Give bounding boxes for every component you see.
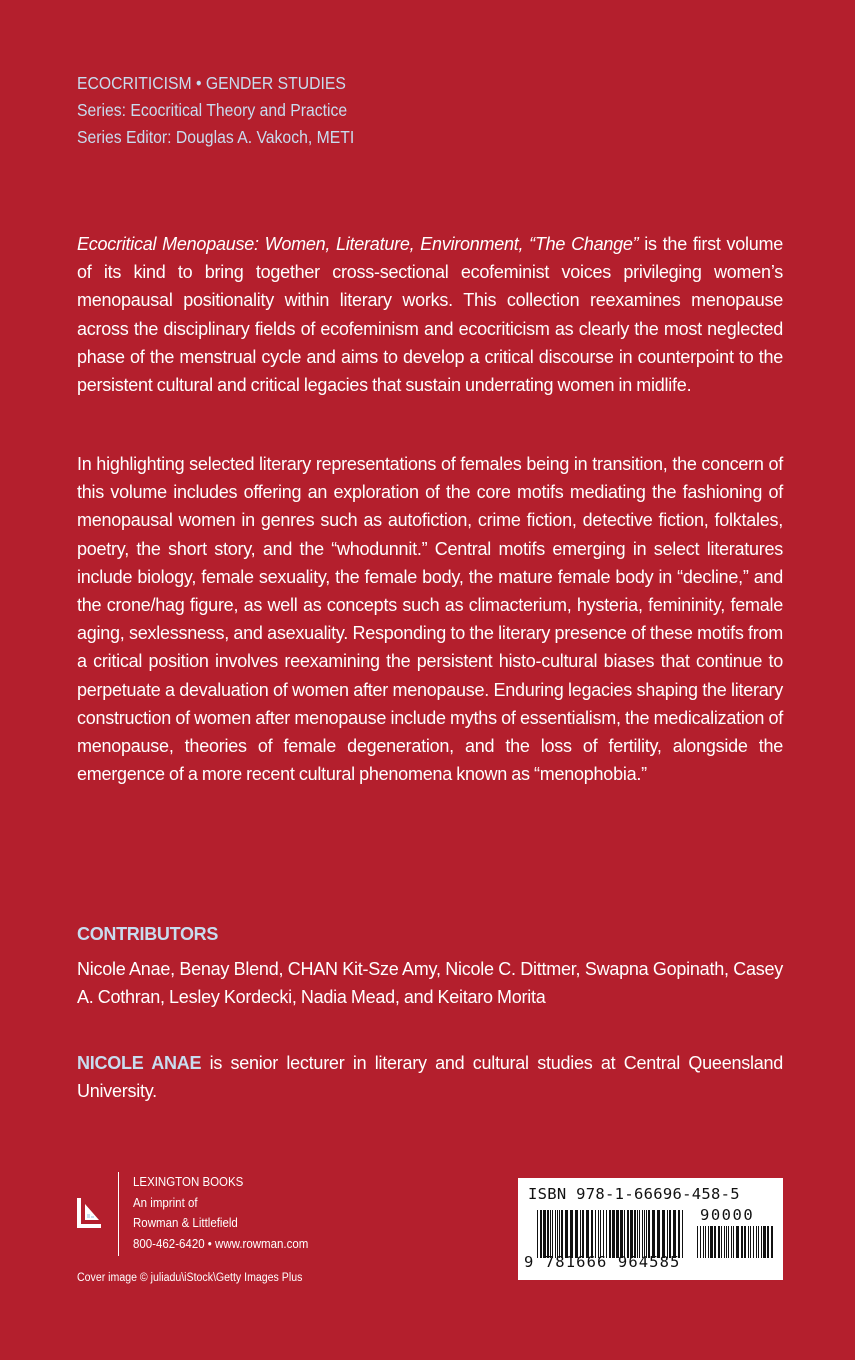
price-barcode [697,1226,775,1258]
series-editor: Series Editor: Douglas A. Vakoch, METI [77,127,355,147]
isbn-barcode [537,1210,687,1258]
book-title: Ecocritical Menopause: Women, Literature, Environment, “The Change” [77,234,639,254]
barcode-digits: 9 781666 964585 [524,1253,681,1271]
series-name: Series: Ecocritical Theory and Practice [77,100,348,120]
isbn-label: ISBN 978-1-66696-458-5 [528,1185,740,1203]
publisher-contact: 800-462-6420 • www.rowman.com [133,1236,309,1251]
contributors-heading: CONTRIBUTORS [77,924,219,944]
contributors-list: Nicole Anae, Benay Blend, CHAN Kit-Sze Amy, Nicole C. Dittmer, Swapna Gopinath, Casey A. Cothran, Lesley Kordecki, Nadia Mead, and Keitaro Morita [77,959,783,1008]
cover-image-credit: Cover image © juliadu\iStock\Getty Images Plus [77,1272,303,1284]
description-paragraph-1 [77,230,783,399]
description-paragraph-1-text: is the first volume of its kind to bring together cross-sectional ecofeminist voices privileging women’s menopausal positionality within literary works. This collection reexamines menopause across the disciplinary fields of ecofeminism and ecocriticism as clearly the most neglected phase of the menstrual cycle and aims to develop a critical discourse in counterpoint to the persistent cultural and critical legacies that sustain underrating women in midlife. [77,234,784,396]
publisher-imprint: An imprint of [133,1195,198,1210]
publisher-parent: Rowman & Littlefield [133,1216,238,1230]
publisher-info [133,1172,308,1254]
header [77,70,354,151]
lexington-logo-icon [77,1196,103,1228]
publisher-divider [118,1172,119,1256]
price-code: 90000 [700,1206,755,1224]
author-bio-text: is senior lecturer in literary and cultural studies at Central Queensland University. [77,1053,784,1102]
author-name: NICOLE ANAE [77,1053,202,1073]
description-paragraph-2: In highlighting selected literary representations of females being in transition, the concern of this volume includes offering an exploration of the core motifs mediating the fashioning of menopausal women in genres such as autofiction, crime fiction, detective fiction, folktales, poetry, the short story, and the “whodunnit.” Central motifs emerging in select literatures include biology, female sexuality, the female body, the mature female body in “decline,” and the crone/hag figure, as well as concepts such as climacterium, hysteria, femininity, female aging, sexlessness, and asexuality. Responding to the literary presence of these motifs from a critical position involves reexamining the persistent histo-cultural biases that continue to perpetuate a devaluation of women after menopause. Enduring legacies shaping the literary construction of women after menopause include myths of essentialism, the medicalization of menopause, theories of female degeneration, and the loss of fertility, alongside the emergence of a more recent cultural phenomena known as “menophobia.” [77,454,783,785]
subject-categories: ECOCRITICISM • GENDER STUDIES [77,73,346,93]
publisher-name: LEXINGTON BOOKS [133,1175,244,1189]
author-bio [77,1049,783,1105]
